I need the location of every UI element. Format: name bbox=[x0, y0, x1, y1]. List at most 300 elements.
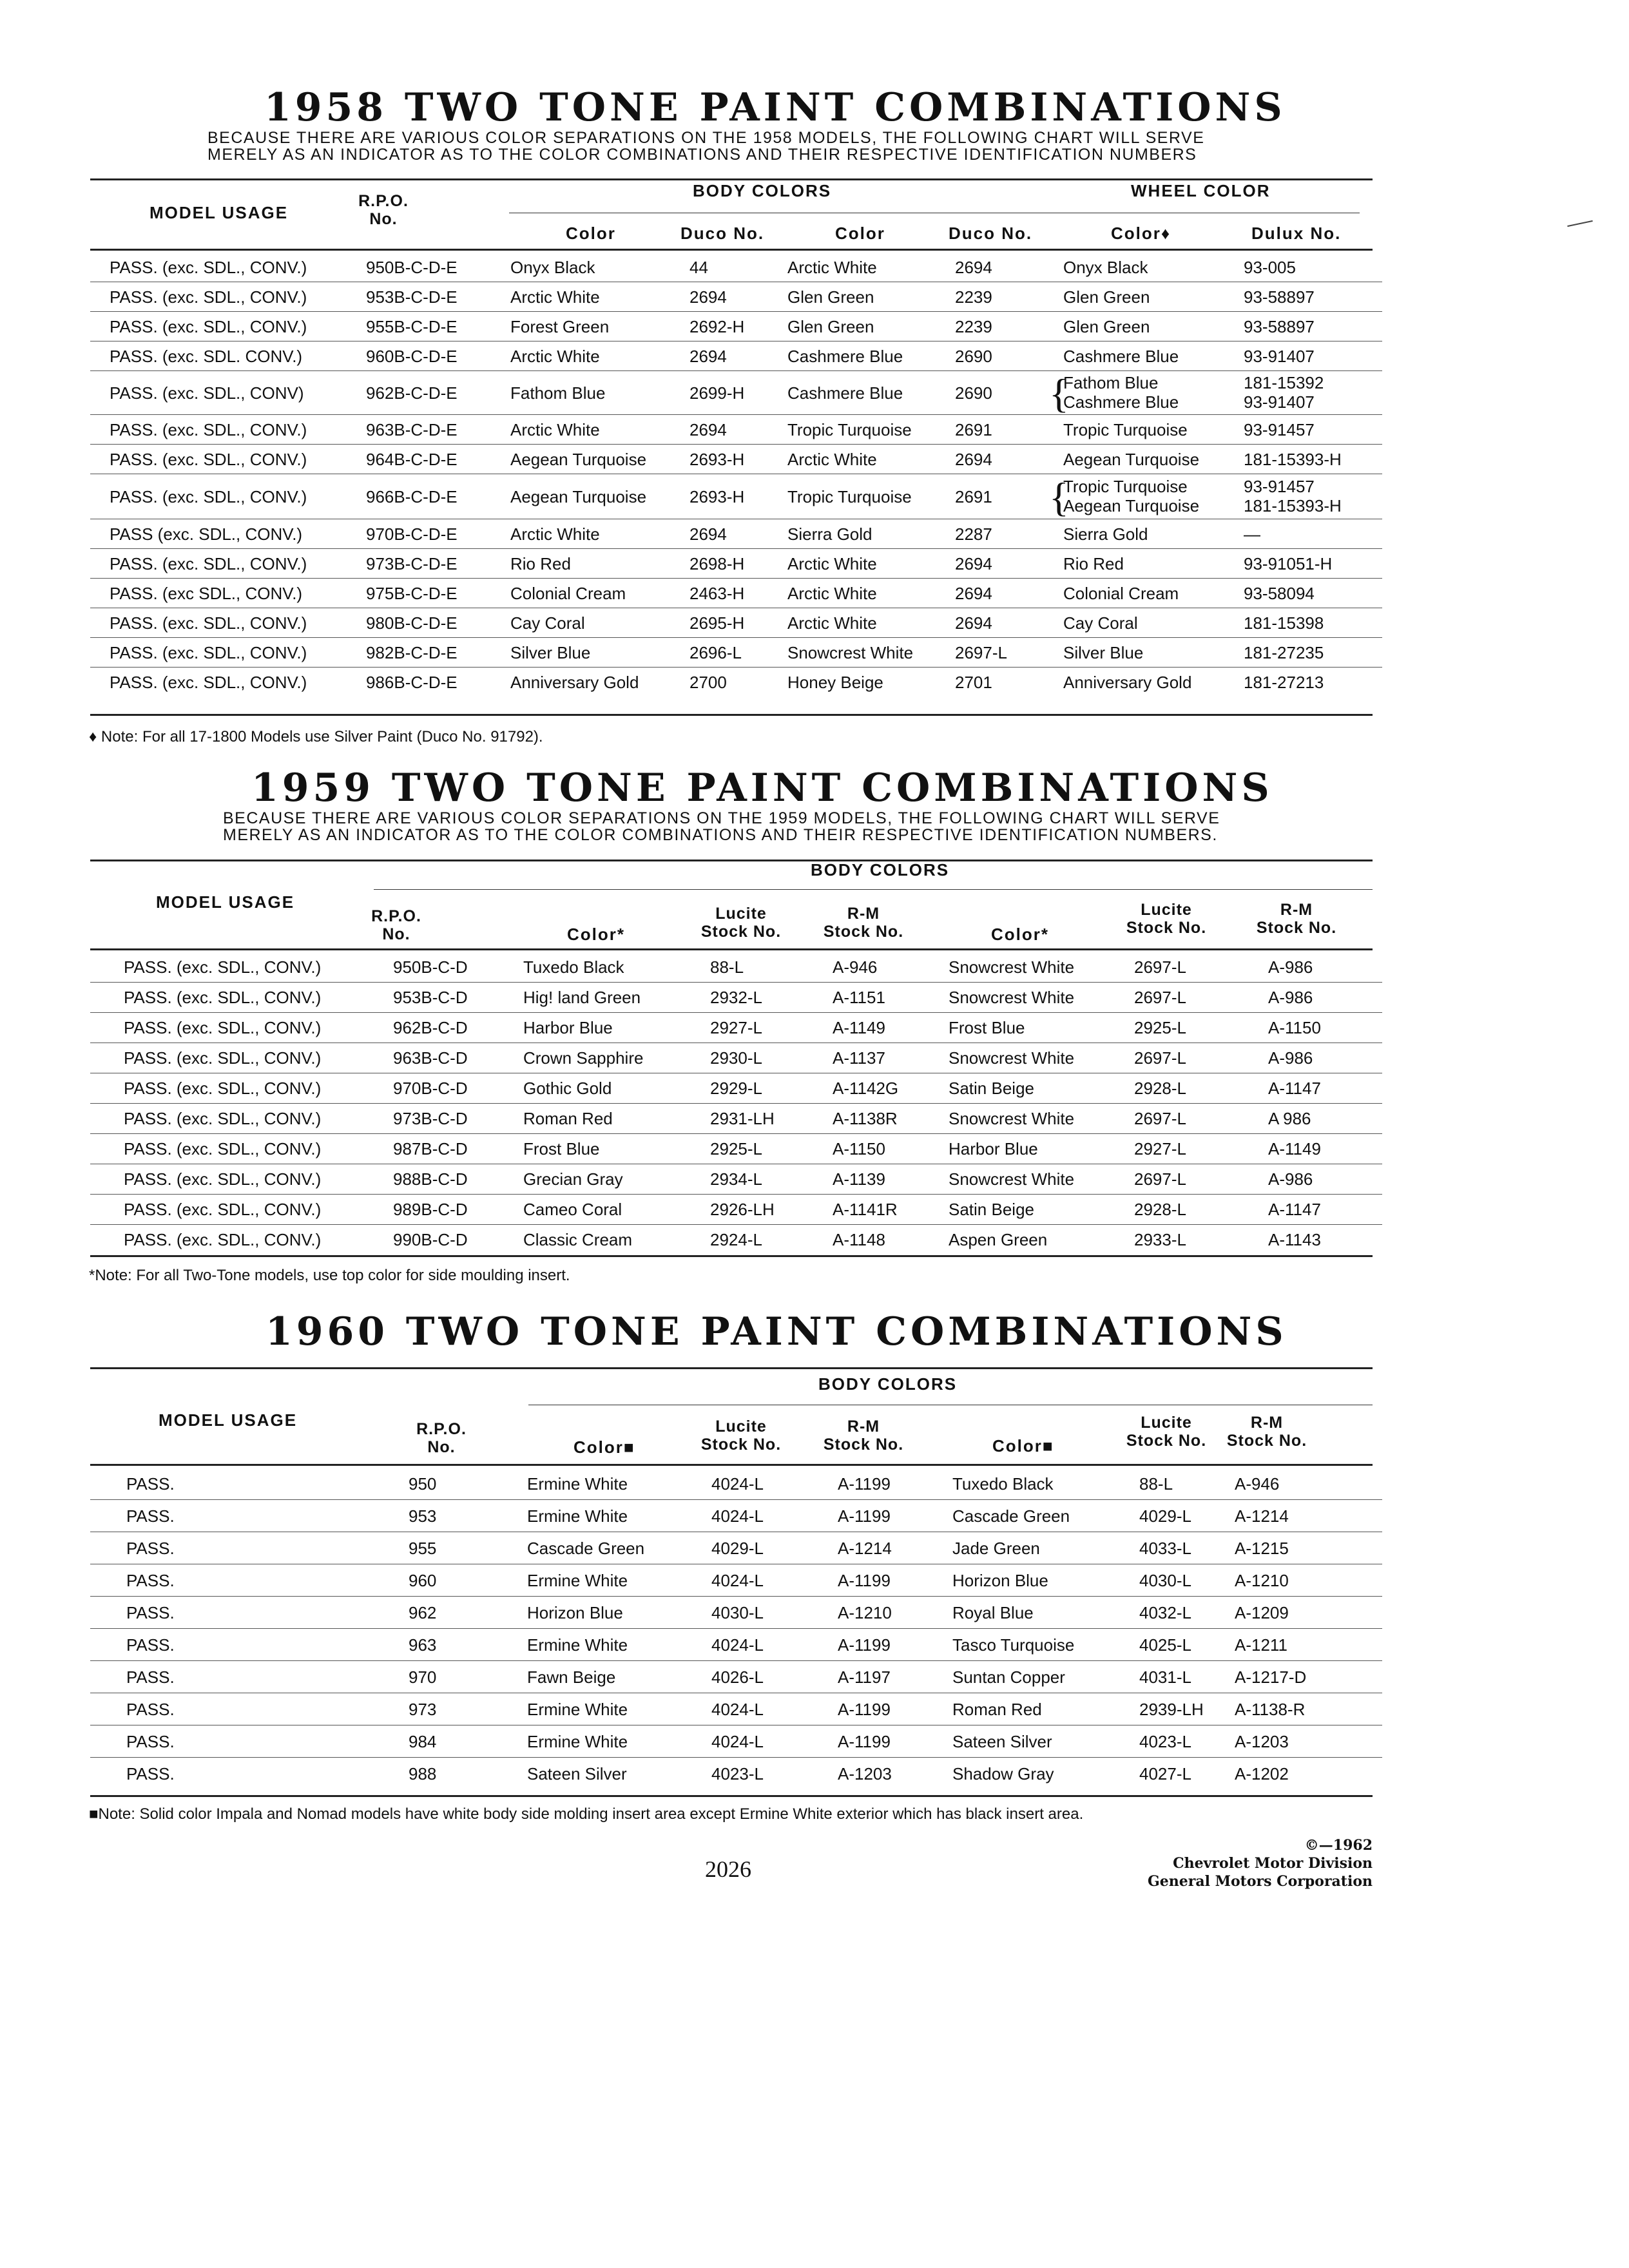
cell-rpo: 990B-C-D bbox=[393, 1230, 468, 1249]
cell-l2: 4033-L bbox=[1139, 1539, 1191, 1558]
cell-l1: 2924-L bbox=[710, 1230, 762, 1249]
header-rpo-line2: No. bbox=[369, 210, 398, 228]
cell-c1: Aegean Turquoise bbox=[510, 487, 647, 506]
cell-model: PASS. (exc. SDL., CONV.) bbox=[124, 1018, 322, 1037]
cell-d1: 2698-H bbox=[689, 554, 745, 573]
cell-c1: Fathom Blue bbox=[510, 383, 606, 403]
cell-model: PASS. bbox=[126, 1506, 175, 1526]
header-lucite-line1: Lucite bbox=[1141, 1414, 1192, 1432]
cell-c2: Horizon Blue bbox=[952, 1571, 1048, 1590]
cell-w1: Cay Coral bbox=[1063, 613, 1138, 633]
cell-d2: 2691 bbox=[955, 420, 992, 439]
cell-c1: Hig! land Green bbox=[523, 988, 641, 1007]
table-row bbox=[90, 668, 1382, 697]
cell-l2: 4031-L bbox=[1139, 1667, 1191, 1687]
cell-model: PASS. (exc. SDL., CONV.) bbox=[124, 1139, 322, 1158]
header-lucite-line2: Stock No. bbox=[1126, 1432, 1207, 1450]
cell-c1: Onyx Black bbox=[510, 258, 595, 277]
cell-x1: 93-91457 bbox=[1244, 420, 1315, 439]
cell-model: PASS. bbox=[126, 1571, 175, 1590]
table-row bbox=[90, 1225, 1382, 1255]
cell-w2: Cashmere Blue bbox=[1063, 392, 1179, 412]
table-row bbox=[90, 341, 1382, 371]
table-row bbox=[90, 1693, 1382, 1725]
note-1958: ♦ Note: For all 17-1800 Models use Silver Paint (Duco No. 91792). bbox=[89, 728, 543, 745]
cell-rpo: 970B-C-D bbox=[393, 1079, 468, 1098]
cell-r2: A-1214 bbox=[1235, 1506, 1289, 1526]
cell-model: PASS. (exc. SDL., CONV.) bbox=[110, 420, 307, 439]
cell-model: PASS. bbox=[126, 1732, 175, 1751]
cell-c1: Anniversary Gold bbox=[510, 673, 639, 692]
cell-d1: 2696-L bbox=[689, 643, 742, 662]
cell-rpo: 984 bbox=[409, 1732, 437, 1751]
cell-d1: 2694 bbox=[689, 287, 727, 307]
cell-l2: 4023-L bbox=[1139, 1732, 1191, 1751]
header-lucite-1 bbox=[696, 1418, 786, 1454]
cell-r1: A-1199 bbox=[838, 1732, 891, 1751]
cell-x1: 93-91457 bbox=[1244, 477, 1315, 496]
cell-c2: Snowcrest White bbox=[949, 957, 1075, 977]
header-rpo-line2: No. bbox=[382, 925, 410, 943]
table-row bbox=[90, 1725, 1382, 1758]
cell-l2: 4032-L bbox=[1139, 1603, 1191, 1622]
cell-l1: 2925-L bbox=[710, 1139, 762, 1158]
header-rm-line2: Stock No. bbox=[823, 923, 904, 941]
table-row bbox=[90, 1532, 1382, 1564]
cell-c2: Royal Blue bbox=[952, 1603, 1034, 1622]
cell-c2: Arctic White bbox=[787, 258, 877, 277]
cell-l2: 2925-L bbox=[1134, 1018, 1186, 1037]
cell-rpo: 955B-C-D-E bbox=[366, 317, 458, 336]
header-body-rule bbox=[374, 889, 1373, 890]
cell-l2: 4027-L bbox=[1139, 1764, 1191, 1783]
cell-c2: Tuxedo Black bbox=[952, 1474, 1054, 1494]
cell-rpo: 973 bbox=[409, 1700, 437, 1719]
cell-c2: Roman Red bbox=[952, 1700, 1042, 1719]
cell-c2: Jade Green bbox=[952, 1539, 1040, 1558]
cell-model: PASS. (exc. SDL., CONV.) bbox=[110, 450, 307, 469]
cell-l1: 4024-L bbox=[711, 1732, 764, 1751]
cell-model: PASS. (exc. SDL., CONV.) bbox=[110, 287, 307, 307]
cell-model: PASS. (exc. SDL., CONV) bbox=[110, 383, 304, 403]
cell-x1: 181-27235 bbox=[1244, 643, 1324, 662]
cell-r2: A-1143 bbox=[1268, 1230, 1321, 1249]
brace-icon: { bbox=[1049, 370, 1069, 416]
cell-model: PASS. (exc. SDL., CONV.) bbox=[110, 613, 307, 633]
table-row bbox=[90, 312, 1382, 341]
cell-l2: 2697-L bbox=[1134, 957, 1186, 977]
cell-c2: Honey Beige bbox=[787, 673, 883, 692]
cell-c1: Roman Red bbox=[523, 1109, 613, 1128]
cell-r1: A-1139 bbox=[833, 1169, 885, 1189]
cell-l1: 4026-L bbox=[711, 1667, 764, 1687]
header-wheel-color: WHEEL COLOR bbox=[1131, 181, 1271, 200]
cell-c1: Frost Blue bbox=[523, 1139, 600, 1158]
header-lucite-line1: Lucite bbox=[1141, 901, 1192, 919]
cell-x1: 181-15398 bbox=[1244, 613, 1324, 633]
cell-rpo: 975B-C-D-E bbox=[366, 584, 458, 603]
cell-r1: A-1199 bbox=[838, 1571, 891, 1590]
cell-rpo: 962 bbox=[409, 1603, 437, 1622]
cell-c2: Cascade Green bbox=[952, 1506, 1070, 1526]
cell-l2: 88-L bbox=[1139, 1474, 1173, 1494]
cell-d1: 2694 bbox=[689, 524, 727, 544]
subtitle-1958-line2: MERELY AS AN INDICATOR AS TO THE COLOR COMBINATIONS AND THEIR RESPECTIVE IDENTIFICATION NUMBERS bbox=[207, 146, 1197, 164]
table-row bbox=[90, 445, 1382, 474]
cell-c2: Shadow Gray bbox=[952, 1764, 1054, 1783]
header-model-usage: MODEL USAGE bbox=[149, 203, 289, 222]
cell-r2: A-986 bbox=[1268, 957, 1313, 977]
cell-l1: 4024-L bbox=[711, 1506, 764, 1526]
header-color-1: Color■ bbox=[574, 1437, 635, 1457]
header-model-usage: MODEL USAGE bbox=[156, 892, 295, 912]
cell-c1: Colonial Cream bbox=[510, 584, 626, 603]
cell-r1: A-1199 bbox=[838, 1700, 891, 1719]
cell-l1: 2927-L bbox=[710, 1018, 762, 1037]
cell-model: PASS. (exc. SDL., CONV.) bbox=[110, 554, 307, 573]
cell-model: PASS. (exc. SDL., CONV.) bbox=[124, 1079, 322, 1098]
cell-w1: Sierra Gold bbox=[1063, 524, 1148, 544]
cell-l1: 2932-L bbox=[710, 988, 762, 1007]
cell-d2: 2697-L bbox=[955, 643, 1007, 662]
subtitle-1958-line1: BECAUSE THERE ARE VARIOUS COLOR SEPARATIONS ON THE 1958 MODELS, THE FOLLOWING CHART WILL SERVE bbox=[207, 129, 1205, 147]
cell-d2: 2690 bbox=[955, 347, 992, 366]
header-lucite-line2: Stock No. bbox=[1126, 919, 1207, 937]
cell-r1: A-946 bbox=[833, 957, 878, 977]
note-1959: *Note: For all Two-Tone models, use top color for side moulding insert. bbox=[89, 1267, 570, 1284]
cell-model: PASS. (exc. SDL., CONV.) bbox=[124, 957, 322, 977]
cell-r2: A-1211 bbox=[1235, 1635, 1287, 1655]
cell-d1: 2700 bbox=[689, 673, 727, 692]
cell-x1: 93-58897 bbox=[1244, 287, 1315, 307]
cell-l2: 4029-L bbox=[1139, 1506, 1191, 1526]
cell-c1: Ermine White bbox=[527, 1732, 628, 1751]
table-row bbox=[90, 1468, 1382, 1500]
header-rm-line2: Stock No. bbox=[1226, 1432, 1307, 1450]
cell-w1: Colonial Cream bbox=[1063, 584, 1179, 603]
cell-l2: 4030-L bbox=[1139, 1571, 1191, 1590]
table-row bbox=[90, 1597, 1382, 1629]
cell-w1: Glen Green bbox=[1063, 317, 1150, 336]
cell-l2: 2933-L bbox=[1134, 1230, 1186, 1249]
cell-c2: Harbor Blue bbox=[949, 1139, 1038, 1158]
table-row bbox=[90, 282, 1382, 312]
cell-model: PASS. (exc. SDL., CONV.) bbox=[110, 317, 307, 336]
cell-d2: 2694 bbox=[955, 258, 992, 277]
header-rpo-line1: R.P.O. bbox=[416, 1420, 467, 1438]
rule-1960-top bbox=[90, 1367, 1373, 1369]
table-row bbox=[90, 1758, 1382, 1790]
cell-c2: Arctic White bbox=[787, 554, 877, 573]
header-color-1: Color* bbox=[567, 925, 625, 944]
header-1958-bottom-rule bbox=[90, 249, 1373, 251]
header-rm-1 bbox=[818, 1418, 909, 1454]
cell-model: PASS. bbox=[126, 1635, 175, 1655]
cell-r2: A-1203 bbox=[1235, 1732, 1289, 1751]
cell-l1: 4024-L bbox=[711, 1635, 764, 1655]
header-rm-1 bbox=[818, 905, 909, 941]
table-row bbox=[90, 519, 1382, 549]
header-rm-line1: R-M bbox=[1250, 1414, 1284, 1432]
table-row bbox=[90, 1013, 1382, 1043]
cell-x1: — bbox=[1244, 524, 1260, 544]
cell-x1: 93-91407 bbox=[1244, 347, 1315, 366]
header-rm-line2: Stock No. bbox=[823, 1436, 904, 1454]
cell-d2: 2701 bbox=[955, 673, 992, 692]
cell-w1: Aegean Turquoise bbox=[1063, 450, 1200, 469]
cell-d2: 2287 bbox=[955, 524, 992, 544]
cell-model: PASS. bbox=[126, 1603, 175, 1622]
cell-c2: Sateen Silver bbox=[952, 1732, 1052, 1751]
cell-l1: 4024-L bbox=[711, 1571, 764, 1590]
header-rpo bbox=[406, 1420, 477, 1456]
cell-d2: 2694 bbox=[955, 613, 992, 633]
table-row bbox=[90, 1500, 1382, 1532]
cell-r1: A-1148 bbox=[833, 1230, 885, 1249]
cell-model: PASS (exc. SDL., CONV.) bbox=[110, 524, 303, 544]
cell-w1: Fathom Blue bbox=[1063, 373, 1159, 392]
cell-c2: Tropic Turquoise bbox=[787, 487, 912, 506]
cell-r2: A-1147 bbox=[1268, 1200, 1321, 1219]
cell-r2: A-1215 bbox=[1235, 1539, 1289, 1558]
corporation-name: General Motors Corporation bbox=[1147, 1873, 1373, 1890]
table-row bbox=[90, 549, 1382, 579]
header-duco-2: Duco No. bbox=[949, 224, 1033, 243]
cell-d2: 2694 bbox=[955, 554, 992, 573]
cell-l2: 2928-L bbox=[1134, 1079, 1186, 1098]
cell-rpo: 989B-C-D bbox=[393, 1200, 468, 1219]
table-row bbox=[90, 1564, 1382, 1597]
cell-c1: Crown Sapphire bbox=[523, 1048, 644, 1068]
cell-x1: 181-15393-H bbox=[1244, 450, 1342, 469]
table-row bbox=[90, 474, 1382, 519]
cell-l1: 88-L bbox=[710, 957, 744, 977]
cell-d2: 2691 bbox=[955, 487, 992, 506]
table-row bbox=[90, 253, 1382, 282]
cell-w1: Tropic Turquoise bbox=[1063, 420, 1188, 439]
cell-l1: 4030-L bbox=[711, 1603, 764, 1622]
table-row bbox=[90, 1629, 1382, 1661]
cell-rpo: 953 bbox=[409, 1506, 437, 1526]
cell-w1: Onyx Black bbox=[1063, 258, 1148, 277]
cell-d1: 2699-H bbox=[689, 383, 745, 403]
table-row bbox=[90, 983, 1382, 1013]
header-rpo bbox=[348, 192, 419, 228]
cell-c1: Cameo Coral bbox=[523, 1200, 622, 1219]
cell-x1: 181-15392 bbox=[1244, 373, 1324, 392]
cell-c2: Aspen Green bbox=[949, 1230, 1048, 1249]
cell-l1: 4024-L bbox=[711, 1474, 764, 1494]
table-row bbox=[90, 1661, 1382, 1693]
cell-d1: 2463-H bbox=[689, 584, 745, 603]
cell-d1: 2694 bbox=[689, 420, 727, 439]
cell-rpo: 962B-C-D-E bbox=[366, 383, 458, 403]
cell-model: PASS. bbox=[126, 1667, 175, 1687]
cell-rpo: 960B-C-D-E bbox=[366, 347, 458, 366]
cell-rpo: 970 bbox=[409, 1667, 437, 1687]
cell-rpo: 988B-C-D bbox=[393, 1169, 468, 1189]
table-row bbox=[90, 1134, 1382, 1164]
cell-rpo: 953B-C-D-E bbox=[366, 287, 458, 307]
cell-c2: Snowcrest White bbox=[949, 988, 1075, 1007]
header-1960-bottom-rule bbox=[90, 1464, 1373, 1466]
cell-c1: Cascade Green bbox=[527, 1539, 645, 1558]
cell-d2: 2694 bbox=[955, 450, 992, 469]
cell-rpo: 955 bbox=[409, 1539, 437, 1558]
cell-c1: Arctic White bbox=[510, 524, 600, 544]
cell-rpo: 960 bbox=[409, 1571, 437, 1590]
cell-c1: Silver Blue bbox=[510, 643, 591, 662]
cell-c2: Glen Green bbox=[787, 287, 874, 307]
cell-r2: A-1147 bbox=[1268, 1079, 1321, 1098]
cell-model: PASS. (exc. SDL., CONV.) bbox=[124, 1048, 322, 1068]
cell-c1: Sateen Silver bbox=[527, 1764, 627, 1783]
cell-rpo: 966B-C-D-E bbox=[366, 487, 458, 506]
cell-c2: Cashmere Blue bbox=[787, 347, 903, 366]
cell-rpo: 987B-C-D bbox=[393, 1139, 468, 1158]
cell-c2: Glen Green bbox=[787, 317, 874, 336]
cell-d1: 2694 bbox=[689, 347, 727, 366]
header-color-1: Color bbox=[566, 224, 616, 243]
cell-x2: 93-91407 bbox=[1244, 392, 1315, 412]
cell-r2: A 986 bbox=[1268, 1109, 1311, 1128]
cell-c2: Suntan Copper bbox=[952, 1667, 1065, 1687]
header-duco-1: Duco No. bbox=[680, 224, 765, 243]
header-rpo-line2: No. bbox=[427, 1438, 456, 1456]
cell-r1: A-1149 bbox=[833, 1018, 885, 1037]
header-color-2: Color bbox=[835, 224, 885, 243]
note-1960: ■Note: Solid color Impala and Nomad models have white body side molding insert area except Ermine White exterior which has black insert area. bbox=[89, 1805, 1084, 1823]
header-model-usage: MODEL USAGE bbox=[159, 1410, 298, 1430]
header-lucite-line1: Lucite bbox=[715, 905, 767, 923]
header-lucite-2 bbox=[1121, 1414, 1211, 1450]
cell-rpo: 963B-C-D-E bbox=[366, 420, 458, 439]
cell-model: PASS. (exc. SDL., CONV.) bbox=[110, 487, 307, 506]
cell-d2: 2690 bbox=[955, 383, 992, 403]
cell-r2: A-986 bbox=[1268, 1169, 1313, 1189]
cell-r2: A-1150 bbox=[1268, 1018, 1321, 1037]
header-rm-line1: R-M bbox=[847, 1418, 880, 1436]
cell-r2: A-1149 bbox=[1268, 1139, 1321, 1158]
table-row bbox=[90, 1104, 1382, 1134]
table-row bbox=[90, 608, 1382, 638]
cell-c1: Aegean Turquoise bbox=[510, 450, 647, 469]
cell-l2: 2928-L bbox=[1134, 1200, 1186, 1219]
cell-l2: 2697-L bbox=[1134, 1048, 1186, 1068]
cell-l2: 2697-L bbox=[1134, 988, 1186, 1007]
cell-c1: Grecian Gray bbox=[523, 1169, 623, 1189]
cell-w2: Aegean Turquoise bbox=[1063, 496, 1200, 515]
cell-w1: Silver Blue bbox=[1063, 643, 1144, 662]
cell-r2: A-986 bbox=[1268, 988, 1313, 1007]
cell-l1: 2931-LH bbox=[710, 1109, 775, 1128]
header-rpo-line1: R.P.O. bbox=[371, 907, 421, 925]
cell-r2: A-986 bbox=[1268, 1048, 1313, 1068]
cell-r2: A-1209 bbox=[1235, 1603, 1289, 1622]
cell-l1: 2929-L bbox=[710, 1079, 762, 1098]
cell-c1: Harbor Blue bbox=[523, 1018, 613, 1037]
header-color-2: Color■ bbox=[992, 1436, 1054, 1456]
cell-r2: A-1202 bbox=[1235, 1764, 1289, 1783]
cell-l2: 2697-L bbox=[1134, 1109, 1186, 1128]
cell-l2: 2697-L bbox=[1134, 1169, 1186, 1189]
cell-c2: Snowcrest White bbox=[787, 643, 914, 662]
cell-rpo: 950B-C-D bbox=[393, 957, 468, 977]
cell-rpo: 980B-C-D-E bbox=[366, 613, 458, 633]
cell-model: PASS. (exc. SDL., CONV.) bbox=[110, 643, 307, 662]
cell-r1: A-1210 bbox=[838, 1603, 892, 1622]
page-number: 2026 bbox=[705, 1856, 751, 1882]
cell-r2: A-1217-D bbox=[1235, 1667, 1307, 1687]
cell-r1: A-1199 bbox=[838, 1474, 891, 1494]
cell-c1: Arctic White bbox=[510, 420, 600, 439]
header-dulux: Dulux No. bbox=[1251, 224, 1342, 243]
cell-c2: Cashmere Blue bbox=[787, 383, 903, 403]
cell-c1: Ermine White bbox=[527, 1571, 628, 1590]
cell-d2: 2694 bbox=[955, 584, 992, 603]
cell-l2: 2939-LH bbox=[1139, 1700, 1204, 1719]
table-row bbox=[90, 371, 1382, 415]
cell-l1: 2934-L bbox=[710, 1169, 762, 1189]
header-rm-line1: R-M bbox=[1280, 901, 1313, 919]
cell-d1: 2695-H bbox=[689, 613, 745, 633]
cell-rpo: 973B-C-D bbox=[393, 1109, 468, 1128]
title-1960: 1960 TWO TONE PAINT COMBINATIONS bbox=[265, 1309, 1287, 1354]
table-row bbox=[90, 1073, 1382, 1104]
cell-c1: Rio Red bbox=[510, 554, 571, 573]
cell-c2: Arctic White bbox=[787, 613, 877, 633]
cell-l2: 4025-L bbox=[1139, 1635, 1191, 1655]
rule-1960-bottom bbox=[90, 1795, 1373, 1797]
cell-l1: 4024-L bbox=[711, 1700, 764, 1719]
cell-x1: 181-27213 bbox=[1244, 673, 1324, 692]
title-1959: 1959 TWO TONE PAINT COMBINATIONS bbox=[251, 765, 1273, 811]
cell-w1: Anniversary Gold bbox=[1063, 673, 1192, 692]
cell-c2: Tropic Turquoise bbox=[787, 420, 912, 439]
cell-r2: A-946 bbox=[1235, 1474, 1280, 1494]
copyright-block bbox=[1095, 1836, 1373, 1890]
table-row bbox=[90, 1043, 1382, 1073]
cell-model: PASS. (exc. SDL., CONV.) bbox=[110, 673, 307, 692]
header-rpo bbox=[361, 907, 432, 943]
table-row bbox=[90, 415, 1382, 445]
rule-1958-top bbox=[90, 178, 1373, 180]
header-rm-line2: Stock No. bbox=[1256, 919, 1337, 937]
cell-c2: Tasco Turquoise bbox=[952, 1635, 1075, 1655]
cell-l1: 2926-LH bbox=[710, 1200, 775, 1219]
cell-model: PASS. (exc. SDL., CONV.) bbox=[124, 988, 322, 1007]
cell-c2: Satin Beige bbox=[949, 1200, 1034, 1219]
cell-r1: A-1141R bbox=[833, 1200, 898, 1219]
rule-1959-bottom bbox=[90, 1255, 1373, 1257]
cell-r1: A-1203 bbox=[838, 1764, 892, 1783]
cell-x1: 93-005 bbox=[1244, 258, 1296, 277]
cell-d2: 2239 bbox=[955, 317, 992, 336]
table-row bbox=[90, 1164, 1382, 1195]
cell-model: PASS. bbox=[126, 1474, 175, 1494]
cell-model: PASS. (exc. SDL., CONV.) bbox=[124, 1169, 322, 1189]
cell-model: PASS. (exc SDL., CONV.) bbox=[110, 584, 303, 603]
cell-d1: 44 bbox=[689, 258, 708, 277]
cell-model: PASS. bbox=[126, 1764, 175, 1783]
cell-r1: A-1142G bbox=[833, 1079, 899, 1098]
cell-c1: Fawn Beige bbox=[527, 1667, 616, 1687]
cell-r2: A-1138-R bbox=[1235, 1700, 1306, 1719]
cell-r1: A-1137 bbox=[833, 1048, 885, 1068]
cell-model: PASS. (exc. SDL., CONV.) bbox=[124, 1200, 322, 1219]
cell-c2: Snowcrest White bbox=[949, 1048, 1075, 1068]
cell-c1: Ermine White bbox=[527, 1700, 628, 1719]
